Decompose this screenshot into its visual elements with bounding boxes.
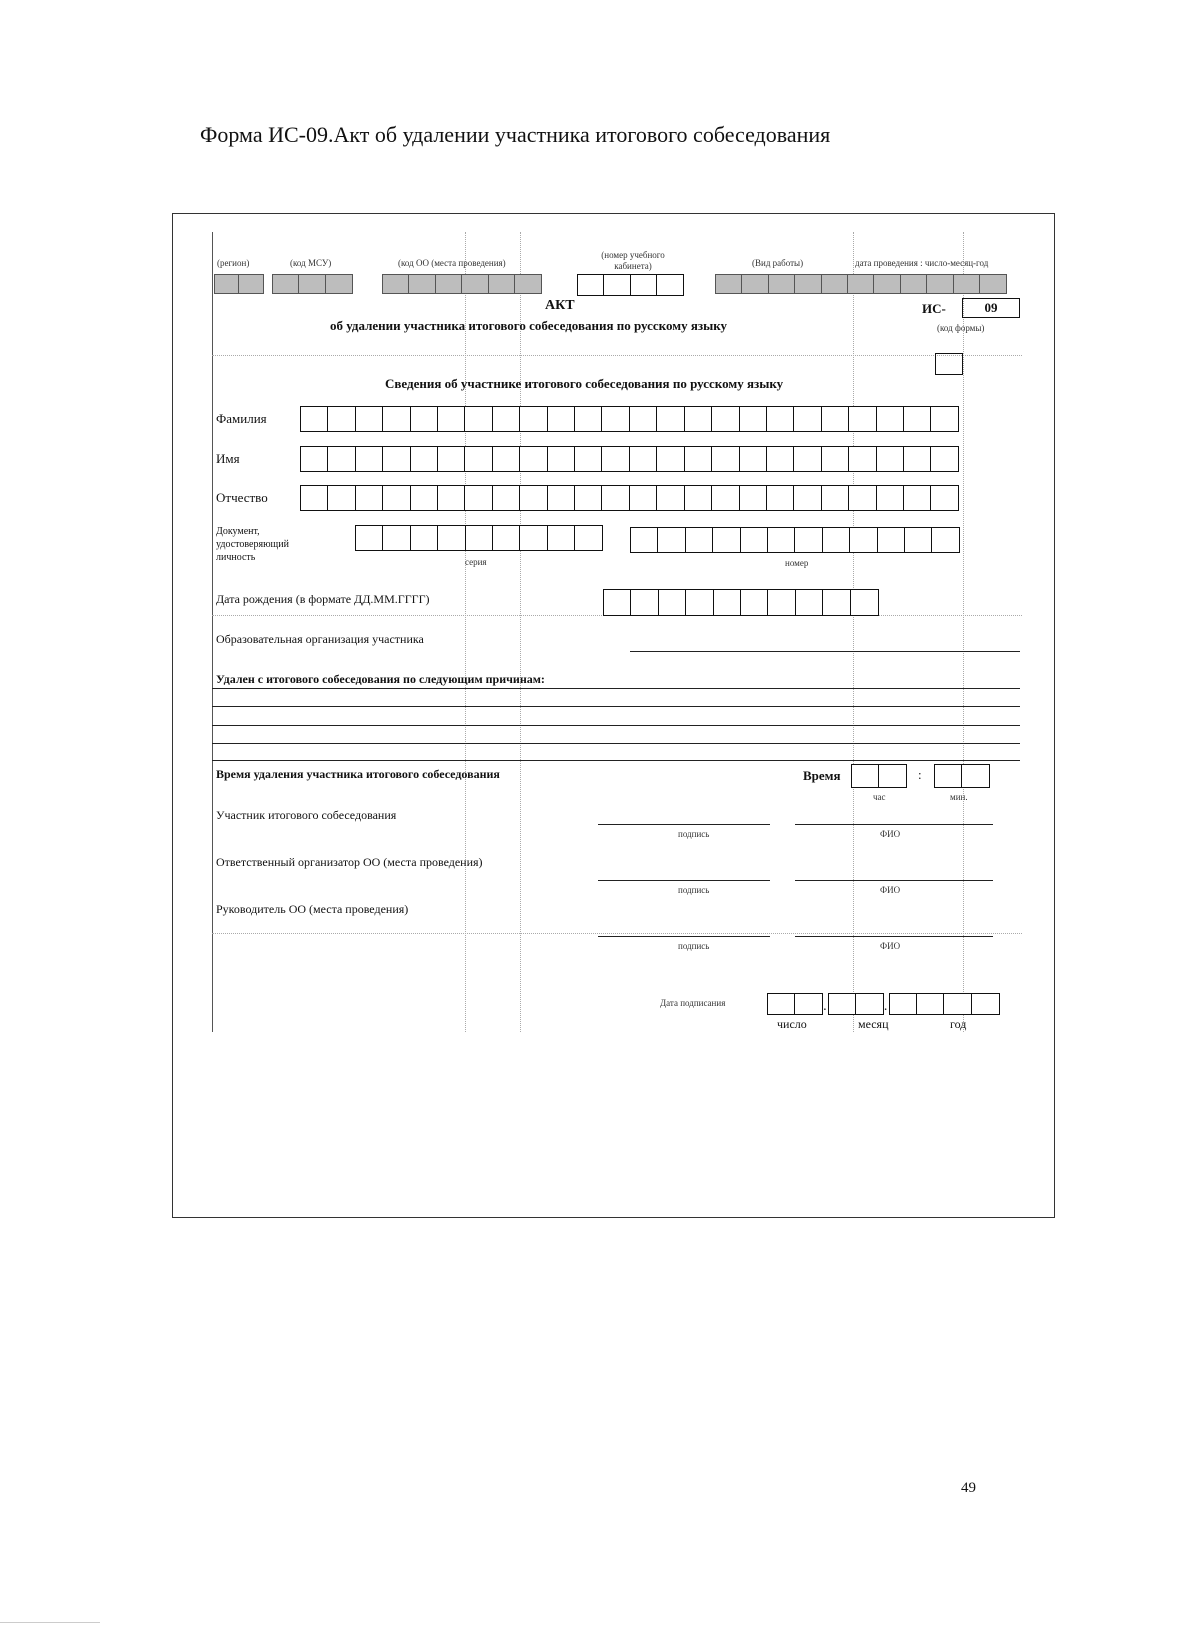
- organizer-signature-line[interactable]: [598, 880, 770, 881]
- signature-caption: подпись: [678, 941, 710, 951]
- organizer-fio-line[interactable]: [795, 880, 993, 881]
- char-cell[interactable]: [327, 446, 356, 472]
- reason-line[interactable]: [212, 760, 1020, 761]
- char-cell[interactable]: [794, 527, 823, 553]
- participant-section-title: Сведения об участнике итогового собеседования по русскому языку: [385, 376, 784, 391]
- char-cell[interactable]: [739, 485, 768, 511]
- char-cell[interactable]: [904, 527, 933, 553]
- char-cell[interactable]: [916, 993, 945, 1015]
- char-cell[interactable]: [793, 485, 822, 511]
- region-code-field[interactable]: [214, 274, 263, 294]
- char-cell[interactable]: [519, 485, 548, 511]
- organization-label: Образовательная организация участника: [216, 632, 424, 646]
- char-cell[interactable]: [327, 485, 356, 511]
- char-cell[interactable]: [711, 485, 740, 511]
- char-cell[interactable]: [300, 485, 329, 511]
- guide-line: [212, 933, 1022, 934]
- char-cell[interactable]: [656, 406, 685, 432]
- char-cell[interactable]: [848, 485, 877, 511]
- char-cell[interactable]: [943, 993, 972, 1015]
- oo-label: (код ОО (места проведения): [398, 258, 506, 268]
- char-cell[interactable]: [855, 993, 884, 1015]
- participant-fio-line[interactable]: [795, 824, 993, 825]
- reason-line[interactable]: [212, 688, 1020, 689]
- patronymic-field[interactable]: [300, 485, 958, 511]
- char-cell[interactable]: [930, 406, 959, 432]
- char-cell[interactable]: [930, 485, 959, 511]
- fio-caption: ФИО: [880, 829, 901, 839]
- room-number-field[interactable]: [577, 274, 683, 296]
- act-subtitle: об удалении участника итогового собеседования по русскому языку: [330, 318, 728, 333]
- head-signature-label: Руководитель ОО (места проведения): [216, 902, 409, 916]
- char-cell[interactable]: [492, 485, 521, 511]
- char-cell[interactable]: [355, 485, 384, 511]
- char-cell[interactable]: [740, 527, 769, 553]
- char-cell[interactable]: [464, 406, 493, 432]
- char-cell[interactable]: [711, 406, 740, 432]
- char-cell[interactable]: [794, 993, 823, 1015]
- act-title: АКТ: [545, 298, 575, 313]
- char-cell[interactable]: [766, 446, 795, 472]
- date-dot: .: [823, 999, 827, 1014]
- bottom-edge-mark: [0, 1622, 100, 1623]
- char-cell[interactable]: [766, 406, 795, 432]
- form-code-label: (код формы): [937, 323, 985, 333]
- guide-line: [853, 232, 854, 1032]
- hour-label: час: [873, 792, 886, 802]
- surname-label: Фамилия: [216, 411, 267, 426]
- minute-label: мин.: [950, 792, 968, 802]
- char-cell[interactable]: [437, 446, 466, 472]
- document-label: Документ, удостоверяющий личность: [216, 526, 289, 563]
- reason-line[interactable]: [212, 725, 1020, 726]
- char-cell[interactable]: [876, 406, 905, 432]
- checkbox[interactable]: [935, 353, 963, 375]
- char-cell[interactable]: [382, 525, 411, 551]
- char-cell[interactable]: [930, 446, 959, 472]
- char-cell[interactable]: [547, 485, 576, 511]
- char-cell[interactable]: [519, 525, 548, 551]
- char-cell[interactable]: [684, 485, 713, 511]
- document-series-field[interactable]: [355, 525, 602, 551]
- char-cell[interactable]: [822, 589, 851, 616]
- char-cell[interactable]: [767, 527, 796, 553]
- char-cell[interactable]: [355, 525, 384, 551]
- guide-line: [963, 232, 964, 1032]
- char-cell[interactable]: [300, 446, 329, 472]
- form-prefix: ИС-: [922, 301, 946, 316]
- char-cell[interactable]: [821, 446, 850, 472]
- form-frame: [172, 213, 1055, 1218]
- char-cell[interactable]: [465, 525, 494, 551]
- name-label: Имя: [216, 451, 240, 466]
- char-cell[interactable]: [464, 485, 493, 511]
- char-cell[interactable]: [877, 527, 906, 553]
- name-field[interactable]: [300, 446, 958, 472]
- char-cell[interactable]: [601, 485, 630, 511]
- char-cell[interactable]: [630, 527, 659, 553]
- year-label: год: [950, 1017, 967, 1031]
- guide-line: [520, 232, 521, 1032]
- char-cell[interactable]: [547, 446, 576, 472]
- char-cell[interactable]: [492, 406, 521, 432]
- char-cell[interactable]: [822, 527, 851, 553]
- date-label: дата проведения : число-месяц-год: [855, 258, 989, 268]
- minute-field[interactable]: [934, 764, 989, 788]
- date-dot: .: [883, 999, 888, 1014]
- participant-signature-label: Участник итогового собеседования: [216, 808, 397, 822]
- head-fio-line[interactable]: [795, 936, 993, 937]
- char-cell[interactable]: [848, 406, 877, 432]
- char-cell[interactable]: [437, 485, 466, 511]
- char-cell[interactable]: [821, 485, 850, 511]
- char-cell[interactable]: [574, 485, 603, 511]
- time-title: Время удаления участника итогового собеседования: [216, 767, 500, 781]
- reason-line[interactable]: [212, 743, 1020, 744]
- char-cell[interactable]: [903, 446, 932, 472]
- char-cell[interactable]: [382, 485, 411, 511]
- reason-line[interactable]: [212, 706, 1020, 707]
- char-cell[interactable]: [656, 485, 685, 511]
- char-cell[interactable]: [492, 446, 521, 472]
- participant-signature-line[interactable]: [598, 824, 770, 825]
- char-cell[interactable]: [903, 406, 932, 432]
- char-cell[interactable]: [437, 406, 466, 432]
- char-cell[interactable]: [574, 525, 603, 551]
- page-number: 49: [961, 1480, 976, 1496]
- char-cell[interactable]: [795, 589, 824, 616]
- char-cell[interactable]: [327, 406, 356, 432]
- guide-line: [212, 355, 1022, 356]
- msu-code-field[interactable]: [272, 274, 351, 294]
- char-cell[interactable]: [657, 527, 686, 553]
- work-label: (Вид работы): [752, 258, 804, 268]
- char-cell[interactable]: [601, 446, 630, 472]
- char-cell[interactable]: [574, 446, 603, 472]
- char-cell[interactable]: [464, 446, 493, 472]
- fio-caption: ФИО: [880, 885, 901, 895]
- time-separator: :: [918, 767, 922, 782]
- char-cell[interactable]: [547, 525, 576, 551]
- char-cell[interactable]: [410, 525, 439, 551]
- signing-date-label: Дата подписания: [660, 998, 726, 1008]
- char-cell[interactable]: [410, 406, 439, 432]
- guide-line: [465, 232, 466, 1032]
- char-cell[interactable]: [300, 406, 329, 432]
- char-cell[interactable]: [574, 406, 603, 432]
- organizer-signature-label: Ответственный организатор ОО (места проведения): [216, 855, 483, 869]
- char-cell[interactable]: [739, 446, 768, 472]
- char-cell[interactable]: [630, 589, 659, 616]
- char-cell[interactable]: [850, 589, 879, 616]
- document-number-field[interactable]: [630, 527, 959, 553]
- char-cell[interactable]: [492, 525, 521, 551]
- char-cell[interactable]: [931, 527, 960, 553]
- char-cell[interactable]: [767, 993, 796, 1015]
- char-cell[interactable]: [519, 446, 548, 472]
- char-cell[interactable]: [410, 485, 439, 511]
- birth-date-field[interactable]: [603, 589, 877, 616]
- char-cell[interactable]: [739, 406, 768, 432]
- birth-date-label: Дата рождения (в формате ДД.ММ.ГГГГ): [216, 592, 430, 606]
- char-cell[interactable]: [793, 406, 822, 432]
- char-cell[interactable]: [684, 406, 713, 432]
- char-cell[interactable]: [712, 527, 741, 553]
- char-cell[interactable]: [629, 485, 658, 511]
- day-label: число: [777, 1017, 807, 1031]
- char-cell[interactable]: [658, 589, 687, 616]
- char-cell[interactable]: [766, 485, 795, 511]
- char-cell[interactable]: [876, 485, 905, 511]
- char-cell[interactable]: [740, 589, 769, 616]
- number-label: номер: [785, 558, 809, 568]
- char-cell[interactable]: [685, 589, 714, 616]
- oo-code-field[interactable]: [382, 274, 540, 294]
- char-cell[interactable]: [629, 406, 658, 432]
- char-cell[interactable]: [629, 446, 658, 472]
- char-cell[interactable]: [601, 406, 630, 432]
- char-cell[interactable]: [767, 589, 796, 616]
- organization-line: [630, 651, 1020, 652]
- char-cell[interactable]: [355, 406, 384, 432]
- char-cell[interactable]: [519, 406, 548, 432]
- char-cell[interactable]: [410, 446, 439, 472]
- char-cell[interactable]: [382, 406, 411, 432]
- patronymic-label: Отчество: [216, 490, 268, 505]
- work-date-field[interactable]: [715, 274, 1005, 294]
- char-cell[interactable]: [713, 589, 742, 616]
- head-signature-line[interactable]: [598, 936, 770, 937]
- form-number-box: 09: [962, 298, 1020, 318]
- reasons-title: Удален с итогового собеседования по следующим причинам:: [216, 672, 545, 686]
- fio-caption: ФИО: [880, 941, 901, 951]
- char-cell[interactable]: [685, 527, 714, 553]
- char-cell[interactable]: [684, 446, 713, 472]
- char-cell[interactable]: [547, 406, 576, 432]
- char-cell[interactable]: [828, 993, 857, 1015]
- char-cell[interactable]: [355, 446, 384, 472]
- char-cell[interactable]: [656, 446, 685, 472]
- region-label: (регион): [217, 258, 250, 268]
- char-cell[interactable]: [793, 446, 822, 472]
- hour-field[interactable]: [851, 764, 906, 788]
- form-left-rule: [212, 232, 213, 1032]
- page-title: Форма ИС-09.Акт об удалении участника итогового собеседования: [200, 122, 831, 147]
- signature-caption: подпись: [678, 829, 710, 839]
- char-cell[interactable]: [603, 589, 632, 616]
- char-cell[interactable]: [821, 406, 850, 432]
- char-cell[interactable]: [711, 446, 740, 472]
- msu-label: (код МСУ): [290, 258, 332, 268]
- char-cell[interactable]: [382, 446, 411, 472]
- char-cell[interactable]: [876, 446, 905, 472]
- char-cell[interactable]: [903, 485, 932, 511]
- room-label: (номер учебного кабинета): [601, 250, 665, 271]
- char-cell[interactable]: [971, 993, 1000, 1015]
- time-label: Время: [803, 768, 841, 783]
- char-cell[interactable]: [889, 993, 918, 1015]
- series-label: серия: [465, 557, 487, 567]
- month-label: месяц: [858, 1017, 889, 1031]
- signature-caption: подпись: [678, 885, 710, 895]
- char-cell[interactable]: [437, 525, 466, 551]
- char-cell[interactable]: [848, 446, 877, 472]
- surname-field[interactable]: [300, 406, 958, 432]
- char-cell[interactable]: [849, 527, 878, 553]
